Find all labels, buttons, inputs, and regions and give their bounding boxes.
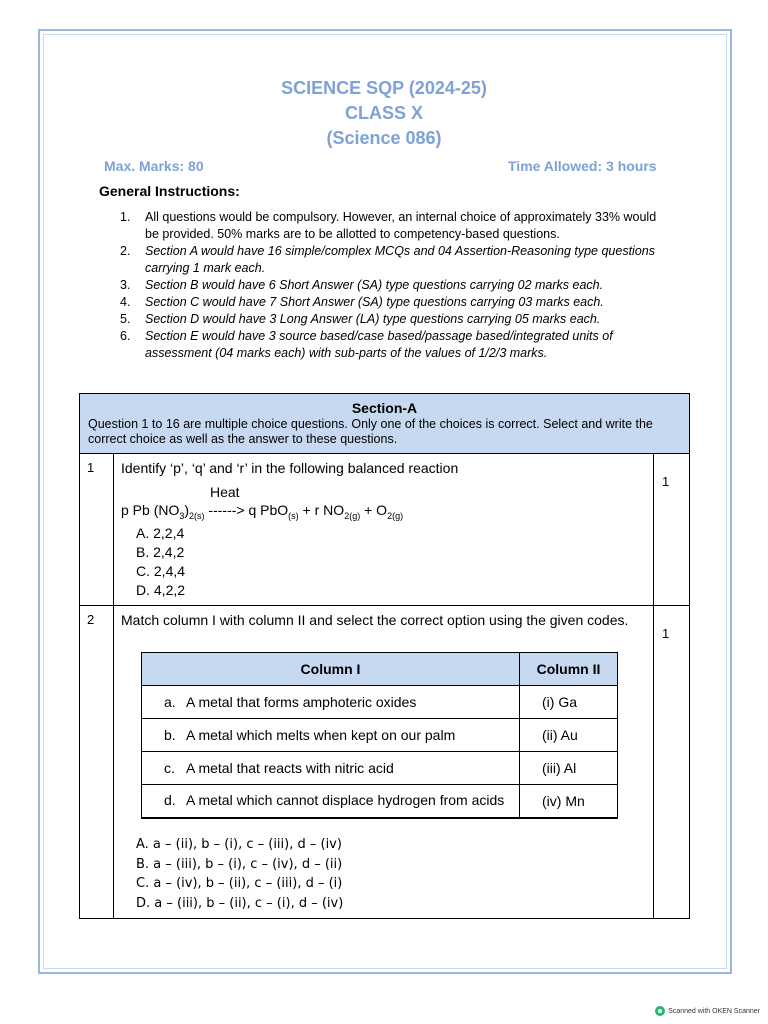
question-row-1	[79, 454, 690, 606]
instruction-number: 1.	[120, 210, 131, 224]
option-a: A. a – (ii), b – (i), c – (iii), d – (iv)	[136, 837, 342, 852]
row-label: d.	[164, 792, 176, 809]
row-label: a.	[164, 694, 176, 710]
instruction-number: 2.	[120, 244, 131, 258]
instruction-number: 4.	[120, 295, 131, 309]
section-title: Section-A	[351, 400, 418, 416]
table-cell	[142, 719, 520, 752]
option-d: D. 4,2,2	[136, 582, 186, 598]
instructions-list	[120, 209, 672, 362]
instruction-item	[120, 243, 672, 277]
instruction-item	[120, 311, 672, 328]
question-text: Identify ‘p’, ‘q’ and ‘r’ in the following balanced reaction	[121, 460, 459, 476]
instruction-text: Section A would have 16 simple/complex MCQs and 04 Assertion-Reasoning type questions carrying 1 mark each.	[145, 244, 655, 275]
equation-subscript: 2(g)	[387, 510, 404, 521]
table-row	[142, 785, 618, 818]
question-text: Match column I with column II and select the correct option using the given codes.	[121, 612, 629, 628]
cell-text: A metal that reacts with nitric acid	[186, 760, 394, 776]
instruction-text: Section C would have 7 Short Answer (SA) type questions carrying 03 marks each.	[145, 295, 604, 309]
match-table	[141, 652, 618, 819]
instruction-number: 6.	[120, 329, 131, 343]
table-row	[142, 719, 618, 752]
table-row	[142, 686, 618, 719]
table-cell: (iii) Al	[520, 752, 618, 785]
cell-text: A metal that forms amphoteric oxides	[186, 694, 417, 710]
subject-code: (Science 086)	[326, 128, 442, 148]
heat-label: Heat	[210, 484, 240, 500]
table-row	[142, 752, 618, 785]
max-marks: Max. Marks: 80	[104, 158, 204, 174]
option-b: B. a – (iii), b – (i), c – (iv), d – (ii)	[136, 856, 343, 872]
scanner-watermark	[655, 1006, 760, 1016]
column-header: Column II	[520, 653, 618, 686]
table-cell: (ii) Au	[520, 719, 618, 752]
instruction-text: Section E would have 3 source based/case based/passage based/integrated units of assessment (04 marks each) with sub-parts of the values of 1/2/3 marks.	[145, 329, 613, 360]
row-label: b.	[164, 727, 176, 743]
table-cell: (i) Ga	[520, 686, 618, 719]
marks-cell	[653, 454, 689, 605]
answer-options	[136, 835, 343, 913]
scanner-logo-icon	[655, 1006, 665, 1016]
chemical-equation	[121, 502, 403, 521]
question-number-cell	[80, 606, 114, 918]
equation-subscript: 2(g)	[344, 510, 361, 521]
instruction-number: 5.	[120, 312, 131, 326]
time-allowed: Time Allowed: 3 hours	[508, 158, 657, 174]
option-b: B. 2,4,2	[136, 544, 185, 560]
option-c: C. 2,4,4	[136, 563, 186, 579]
section-description: Question 1 to 16 are multiple choice questions. Only one of the choices is correct. Select and write the correct choice as well as the answer to these questions.	[88, 417, 653, 446]
equation-part: ------> q PbO	[204, 502, 289, 518]
question-number: 2	[87, 612, 95, 627]
instruction-text: All questions would be compulsory. However, an internal choice of approximately 33% would be provided. 50% marks are to be allotted to competency-based questions.	[145, 210, 657, 241]
paper-title: SCIENCE SQP (2024-25)	[281, 78, 487, 98]
cell-text: A metal which cannot displace hydrogen from acids	[186, 792, 505, 809]
question-marks: 1	[662, 474, 670, 489]
equation-part: + O	[360, 502, 388, 518]
option-d: D. a – (iii), b – (ii), c – (i), d – (iv)	[136, 895, 344, 911]
option-a: A. 2,2,4	[136, 525, 185, 541]
instructions-heading: General Instructions:	[99, 183, 240, 199]
cell-text: A metal which melts when kept on our palm	[186, 727, 456, 743]
row-label: c.	[164, 760, 175, 776]
instruction-item	[120, 294, 672, 311]
equation-subscript: (s)	[288, 510, 299, 521]
equation-part: + r NO	[298, 502, 345, 518]
equation-subscript: 2(s)	[189, 510, 205, 521]
equation-part: p Pb (NO	[121, 502, 180, 518]
column-header: Column I	[142, 653, 520, 686]
question-number: 1	[87, 460, 95, 475]
instruction-item	[120, 209, 672, 243]
instruction-text: Section D would have 3 Long Answer (LA) type questions carrying 05 marks each.	[145, 312, 601, 326]
table-cell	[142, 752, 520, 785]
option-c: C. a – (iv), b – (ii), c – (iii), d – (i)	[136, 876, 343, 891]
instruction-item	[120, 328, 672, 362]
section-header	[79, 393, 690, 454]
instruction-item	[120, 277, 672, 294]
question-number-cell	[80, 454, 114, 605]
table-cell: (iv) Mn	[520, 785, 618, 818]
table-cell	[142, 785, 520, 818]
question-marks: 1	[662, 626, 670, 641]
equation-part: )	[184, 502, 190, 518]
class-title: CLASS X	[344, 103, 423, 123]
question-row-2	[79, 606, 690, 919]
equation-subscript: 3	[179, 510, 185, 521]
instruction-number: 3.	[120, 278, 131, 292]
answer-options	[136, 524, 185, 600]
scanner-text: Scanned with OKEN Scanner	[668, 1007, 760, 1015]
instruction-text: Section B would have 6 Short Answer (SA) type questions carrying 02 marks each.	[145, 278, 604, 292]
marks-cell	[653, 606, 689, 918]
table-cell	[142, 686, 520, 719]
